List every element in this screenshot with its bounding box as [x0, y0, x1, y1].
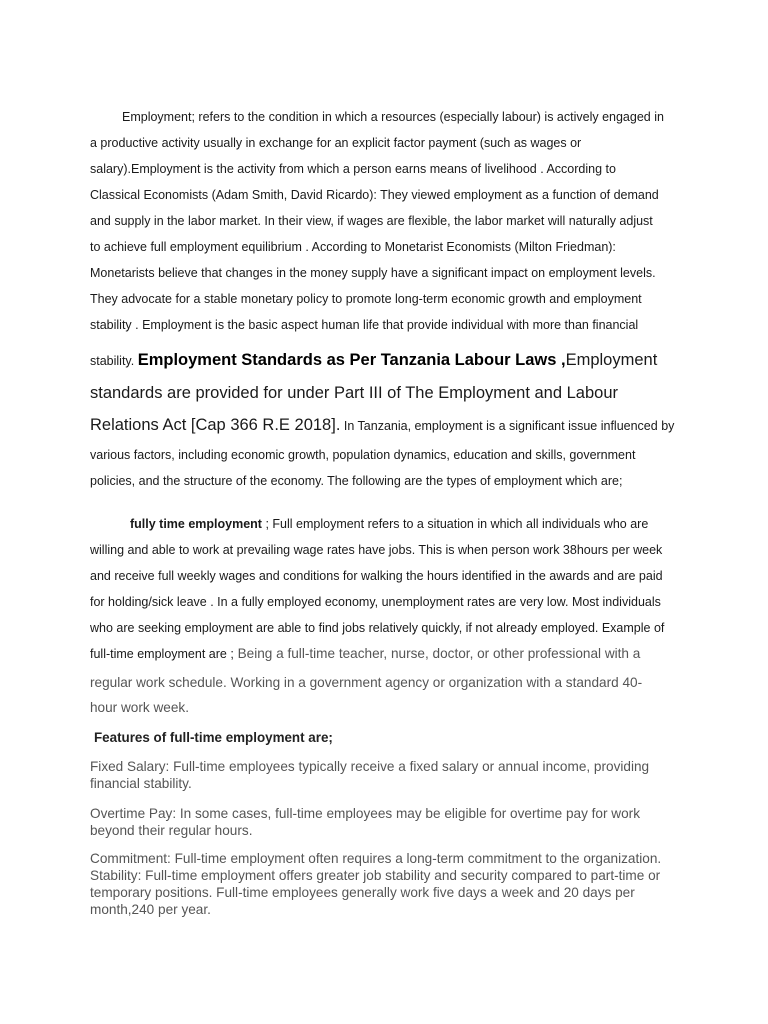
full-time-paragraph [90, 511, 690, 667]
intro-line: and supply in the labor market. In their view, if wages are flexible, the labor market will naturally adjust [90, 214, 653, 228]
feature-line: Stability: Full-time employment offers greater job stability and security compared to part-time or [90, 868, 661, 883]
feature-line: Overtime Pay: In some cases, full-time employees may be eligible for overtime pay for work [90, 806, 640, 821]
example-start: full-time employment are ; [90, 647, 234, 661]
tail-line: policies, and the structure of the economy. The following are the types of employment which are; [90, 474, 623, 488]
example-line: hour work week. [90, 700, 189, 715]
act-reference: Relations Act [Cap 366 R.E 2018]. [90, 416, 341, 434]
feature-line: month,240 per year. [90, 902, 211, 917]
feature-line: beyond their regular hours. [90, 823, 253, 838]
intro-paragraph [90, 104, 690, 338]
example-line: regular work schedule. Working in a government agency or organization with a standard 40- [90, 675, 643, 690]
section-heading: Employment Standards as Per Tanzania Labour Laws , [137, 351, 566, 369]
full-time-line: who are seeking employment are able to find jobs relatively quickly, if not already employed. Example of [90, 621, 665, 635]
full-time-line: ; Full employment refers to a situation in which all individuals who are [261, 517, 649, 531]
tail-line: various factors, including economic growth, population dynamics, education and skills, government [90, 448, 636, 462]
fixed-salary-block [90, 758, 690, 792]
features-heading: Features of full-time employment are; [94, 730, 333, 745]
standards-block [90, 344, 690, 442]
intro-line: They advocate for a stable monetary policy to promote long-term economic growth and employment [90, 292, 642, 306]
tail-lines [90, 442, 690, 494]
example-text: Being a full-time teacher, nurse, doctor, or other professional with a [233, 646, 641, 661]
intro-line: Classical Economists (Adam Smith, David Ricardo): They viewed employment as a function of demand [90, 188, 659, 202]
intro-line: to achieve full employment equilibrium . According to Monetarist Economists (Milton Friedman): [90, 240, 616, 254]
feature-line: Fixed Salary: Full-time employees typically receive a fixed salary or annual income, providing [90, 759, 650, 774]
feature-line: financial stability. [90, 776, 192, 791]
commitment-block [90, 850, 690, 918]
overtime-block [90, 805, 690, 839]
full-time-term: fully time employment [130, 517, 262, 531]
feature-line: temporary positions. Full-time employees generally work five days a week and 20 days per [90, 885, 635, 900]
intro-line: Employment; refers to the condition in which a resources (especially labour) is actively engaged in [122, 110, 664, 124]
intro-line: stability . Employment is the basic aspect human life that provide individual with more than financial [90, 318, 639, 332]
feature-line: Commitment: Full-time employment often requires a long-term commitment to the organization. [90, 851, 662, 866]
intro-line: a productive activity usually in exchange for an explicit factor payment (such as wages or [90, 136, 582, 150]
example-lines [90, 670, 690, 720]
full-time-line: willing and able to work at prevailing wage rates have jobs. This is when person work 38hours per week [90, 543, 663, 557]
heading-tail: Employment [565, 351, 658, 369]
full-time-line: for holding/sick leave . In a fully employed economy, unemployment rates are very low. Most individuals [90, 595, 661, 609]
stability-word: stability. [90, 354, 138, 368]
standards-line: standards are provided for under Part III of The Employment and Labour [90, 384, 618, 402]
full-time-line: and receive full weekly wages and conditions for walking the hours identified in the awards and are paid [90, 569, 663, 583]
tanzania-intro: In Tanzania, employment is a significant issue influenced by [340, 419, 675, 433]
intro-line: Monetarists believe that changes in the money supply have a significant impact on employment levels. [90, 266, 656, 280]
intro-line: salary).Employment is the activity from which a person earns means of livelihood . According to [90, 162, 616, 176]
